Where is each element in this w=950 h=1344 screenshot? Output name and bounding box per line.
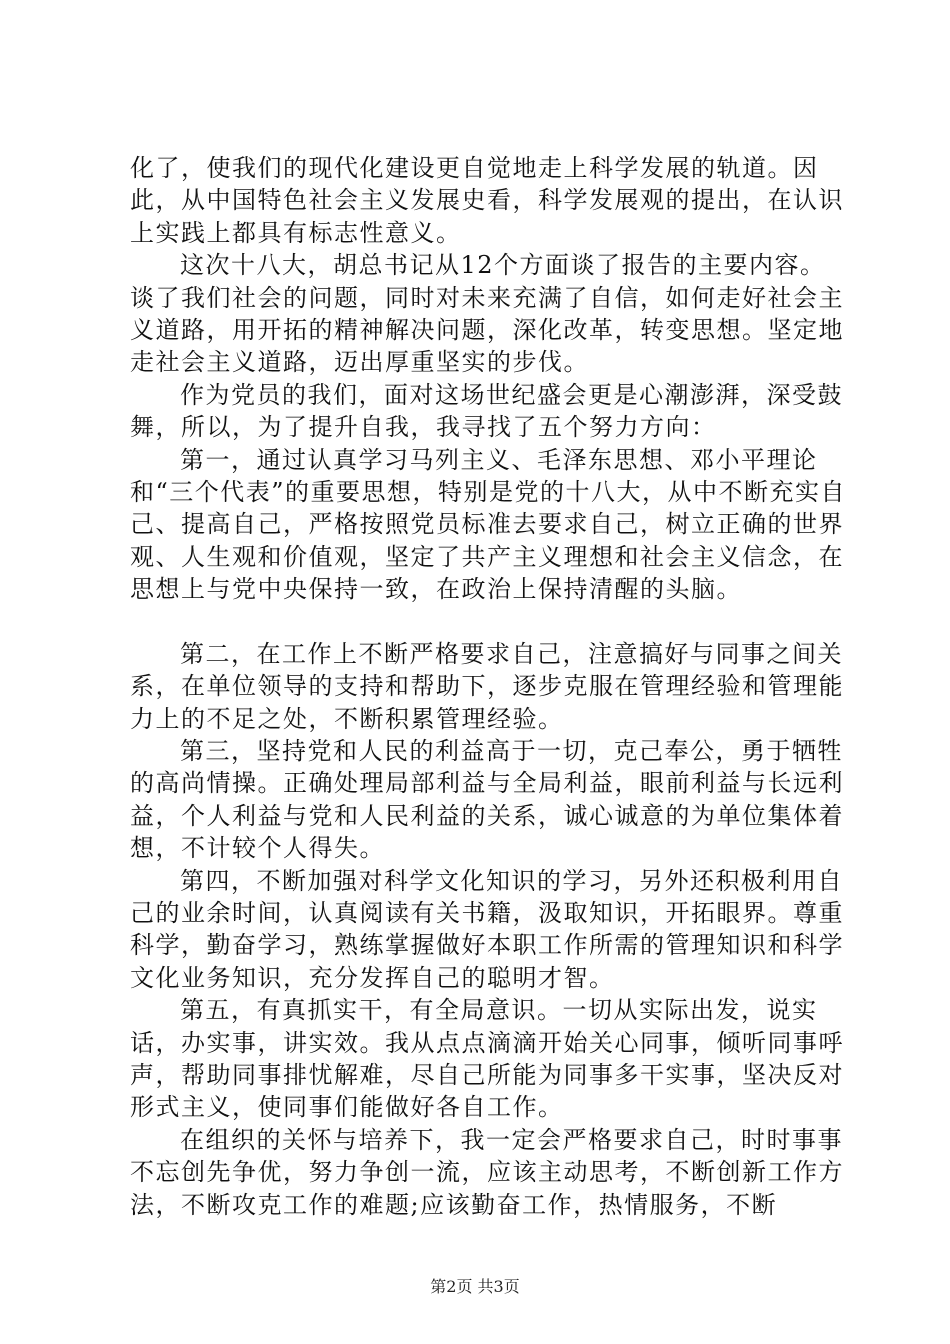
paragraph-continuation: 化了，使我们的现代化建设更自觉地走上科学发展的轨道。因此，从中国特色社会主义发展史看，科学发展观的提出，在认识上实践上都具有标志性意义。: [130, 154, 844, 247]
page-number-footer: 第2页 共3页: [430, 1277, 520, 1296]
document-body: [130, 152, 850, 1221]
paragraph-fifth-direction: 第五，有真抓实干，有全局意识。一切从实际出发，说实话，办实事，讲实效。我从点点滴滴开始关心同事，倾听同事呼声，帮助同事排忧解难，尽自己所能为同事多干实事，坚决反对形式主义，使同事们能做好各自工作。: [130, 996, 844, 1122]
paragraph-second-direction: 第二，在工作上不断严格要求自己，注意搞好与同事之间关系，在单位领导的支持和帮助下，逐步克服在管理经验和管理能力上的不足之处，不断积累管理经验。: [130, 639, 844, 733]
paragraph-conclusion: 在组织的关怀与培养下，我一定会严格要求自己，时时事事不忘创先争优，努力争创一流，应该主动思考，不断创新工作方法，不断攻克工作的难题;应该勤奋工作，热情服务，不断: [130, 1125, 844, 1219]
paragraph-fourth-direction: 第四，不断加强对科学文化知识的学习，另外还积极利用自己的业余时间，认真阅读有关书籍，汲取知识，开拓眼界。尊重科学，勤奋学习，熟练掌握做好本职工作所需的管理知识和科学文化业务知识，充分发挥自己的聪明才智。: [130, 866, 844, 992]
paragraph-eighteenth-congress: 这次十八大，胡总书记从12个方面谈了报告的主要内容。谈了我们社会的问题，同时对未来充满了自信，如何走好社会主义道路，用开拓的精神解决问题，深化改革，转变思想。坚定地走社会主义道路，迈出厚重坚实的步伐。: [130, 251, 844, 377]
paragraph-five-directions-intro: 作为党员的我们，面对这场世纪盛会更是心潮澎湃，深受鼓舞，所以，为了提升自我，我寻找了五个努力方向：: [130, 380, 843, 442]
paragraph-third-direction: 第三，坚持党和人民的利益高于一切，克己奉公，勇于牺牲的高尚情操。正确处理局部利益与全局利益，眼前利益与长远利益，个人利益与党和人民利益的关系，诚心诚意的为单位集体着想，不计较个人得失。: [130, 736, 844, 863]
paragraph-first-direction: 第一，通过认真学习马列主义、毛泽东思想、邓小平理论和“三个代表”的重要思想，特别是党的十八大，从中不断充实自己、提高自己，严格按照党员标准去要求自己，树立正确的世界观、人生观和价值观，坚定了共产主义理想和社会主义信念，在思想上与党中央保持一致，在政治上保持清醒的头脑。: [130, 445, 847, 604]
